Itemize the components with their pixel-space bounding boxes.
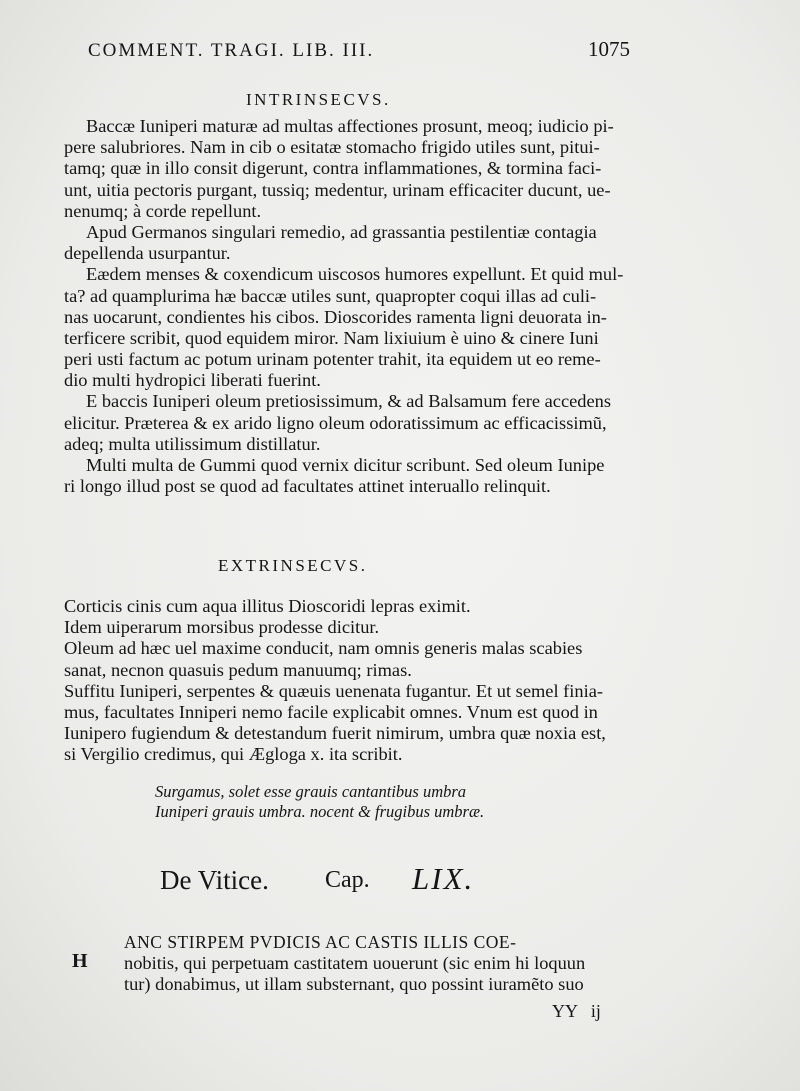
text-line: Suffitu Iuniperi, serpentes & quæuis uenenata fugantur. Et ut semel finia-: [64, 680, 603, 701]
text-line: E baccis Iuniperi oleum pretiosissimum, & ad Balsamum fere accedens: [86, 391, 611, 412]
text-line: peri usti factum ac potum urinam potenter trahit, ita equidem ut eo reme-: [64, 349, 601, 370]
text-line: tur) donabimus, ut illam substernant, quo possint iuramẽto suo: [124, 974, 584, 995]
text-line: Oleum ad hæc uel maxime conducit, nam omnis generis malas scabies: [64, 638, 583, 659]
section-body-intrinsecus: [64, 116, 654, 497]
running-head: COMMENT. TRAGI. LIB. III.: [88, 40, 375, 61]
text-line: adeq; multa utilissimum distillatur.: [64, 433, 321, 454]
text-line: pere salubriores. Nam in cib o esitatæ stomacho frigido utiles sunt, pitui-: [64, 137, 600, 158]
section-heading-extrinsecus: EXTRINSECVS.: [218, 556, 368, 575]
chapter-name: De Vitice.: [160, 865, 269, 895]
text-line: Idem uiperarum morsibus prodesse dicitur.: [64, 617, 380, 638]
text-line: ANC STIRPEM PVDICIS AC CASTIS ILLIS COE-: [124, 932, 517, 952]
text-line: Multi multa de Gummi quod vernix dicitur scribunt. Sed oleum Iunipe: [86, 455, 605, 475]
page-number: 1075: [588, 37, 630, 61]
section-body-extrinsecus: [64, 596, 654, 766]
verse-line: Surgamus, solet esse grauis cantantibus umbra: [155, 782, 467, 801]
text-line: terficere scribit, quod equidem miror. Nam lixiuium è uino & cinere Iuni: [64, 327, 599, 348]
chapter-number: LIX.: [412, 861, 475, 896]
text-line: elicitur. Præterea & ex arido ligno oleum odoratissimum ac efficacissimũ,: [64, 412, 607, 433]
signature-mark: YY ij: [552, 1001, 601, 1021]
chapter-opening: [124, 932, 654, 996]
text-line: Eædem menses & coxendicum uiscosos humores expellunt. Et quid mul-: [86, 264, 624, 285]
drop-cap: H: [72, 950, 88, 972]
text-line: ta? ad quamplurima hæ baccæ utiles sunt, quapropter coqui illas ad culi-: [64, 285, 597, 306]
chapter-title: [0, 857, 800, 907]
text-line: nas uocarunt, condientes his cibos. Dioscorides ramenta ligni deuorata in-: [64, 306, 607, 327]
text-line: si Vergilio credimus, qui Æglogа x. ita scribit.: [64, 744, 403, 765]
text-line: nobitis, qui perpetuam castitatem uouerunt (sic enim hi loquun: [124, 953, 586, 974]
verse-line: Iuniperi grauis umbra. nocent & frugibus umbræ.: [155, 802, 485, 821]
text-line: Iunipero fugiendum & detestandum fuerit nimirum, umbra quæ noxia est,: [64, 723, 606, 744]
verse-quotation: [155, 782, 615, 822]
text-line: nenumq; à corde repellunt.: [64, 200, 262, 221]
text-line: mus, facultates Inniperi nemo facile explicabit omnes. Vnum est quod in: [64, 701, 598, 722]
text-line: unt, uitia pectoris purgant, tussiq; medentur, urinam efficaciter ducunt, ue-: [64, 179, 611, 200]
text-line: Baccæ Iuniperi maturæ ad multas affectiones prosunt, meoq; iudicio pi-: [86, 116, 614, 136]
text-line: sanat, necnon quasuis pedum manuumq; rimas.: [64, 659, 412, 680]
text-line: Corticis cinis cum aqua illitus Dioscoridi lepras eximit.: [64, 596, 471, 616]
text-line: dio multi hydropici liberati fuerint.: [64, 370, 321, 391]
chapter-label: Cap.: [325, 867, 370, 893]
text-line: Apud Germanos singulari remedio, ad grassantia pestilentiæ contagia: [86, 221, 597, 242]
text-line: ri longo illud post se quod ad facultates attinet interuallo relinquit.: [64, 476, 551, 497]
section-heading-intrinsecus: INTRINSECVS.: [246, 90, 391, 109]
text-line: depellenda usurpantur.: [64, 243, 231, 264]
text-line: tamq; quæ in illo consit digerunt, contra inflammationes, & tormina faci-: [64, 158, 602, 179]
